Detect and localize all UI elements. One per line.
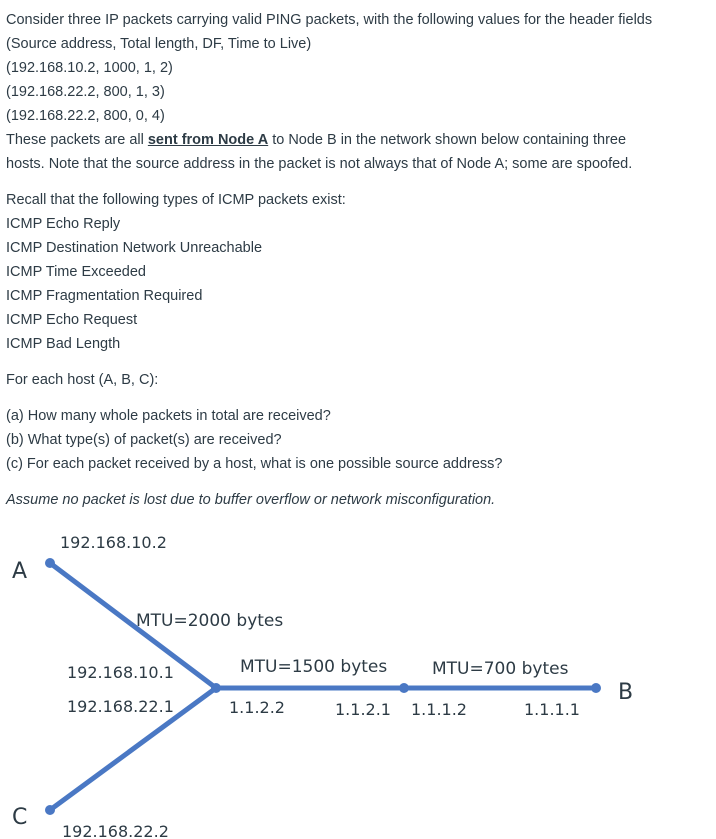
recall-text: Recall that the following types of ICMP packets exist: <box>6 192 346 208</box>
ip-node-a: 192.168.10.2 <box>60 533 167 552</box>
icmp-type: ICMP Bad Length <box>6 336 121 352</box>
icmp-type: ICMP Fragmentation Required <box>6 288 203 304</box>
sent-from-node-a: sent from Node A <box>147 132 269 148</box>
router1-dot <box>211 683 221 693</box>
node-b-dot <box>591 683 601 693</box>
mtu-link-a: MTU=2000 bytes <box>136 611 284 631</box>
node-b-label: B <box>618 680 634 705</box>
ip-node-c: 192.168.22.2 <box>62 822 169 839</box>
question-c: (c) For each packet received by a host, what is one possible source address? <box>6 456 503 472</box>
ip-node-b: 1.1.1.1 <box>524 700 580 719</box>
fields-text: (Source address, Total length, DF, Time to Live) <box>6 36 312 52</box>
sent-post: to Node B in the network shown below containing three <box>268 132 627 148</box>
intro-text: Consider three IP packets carrying valid PING packets, with the following values for the header fields <box>6 12 653 28</box>
node-c-dot <box>45 805 55 815</box>
router2-dot <box>399 683 409 693</box>
node-a-label: A <box>12 559 28 584</box>
sent-pre: These packets are all <box>6 132 148 148</box>
router1-out-ip: 1.1.2.2 <box>229 698 285 717</box>
icmp-type: ICMP Echo Reply <box>6 216 121 232</box>
links <box>50 563 596 810</box>
icmp-type: ICMP Destination Network Unreachable <box>6 240 263 256</box>
node-a-dot <box>45 558 55 568</box>
packet-2: (192.168.22.2, 800, 1, 3) <box>6 84 165 100</box>
hosts-note: hosts. Note that the source address in the packet is not always that of Node A; some are spoofed. <box>6 156 633 172</box>
packet-3: (192.168.22.2, 800, 0, 4) <box>6 108 165 124</box>
for-each-text: For each host (A, B, C): <box>6 372 159 388</box>
packet-1: (192.168.10.2, 1000, 1, 2) <box>6 60 173 76</box>
router1-if1-ip: 192.168.10.1 <box>67 663 174 682</box>
router2-in-ip: 1.1.2.1 <box>335 700 391 719</box>
question-a: (a) How many whole packets in total are received? <box>6 408 331 424</box>
mtu-link-b: MTU=700 bytes <box>432 659 569 679</box>
router1-if2-ip: 192.168.22.1 <box>67 697 174 716</box>
icmp-type: ICMP Time Exceeded <box>6 264 146 280</box>
node-c-label: C <box>12 805 28 830</box>
router2-out-ip: 1.1.1.2 <box>411 700 467 719</box>
assumption-text: Assume no packet is lost due to buffer overflow or network misconfiguration. <box>6 492 496 508</box>
mtu-link-mid: MTU=1500 bytes <box>240 657 388 677</box>
icmp-type: ICMP Echo Request <box>6 312 138 328</box>
question-b: (b) What type(s) of packet(s) are received? <box>6 432 282 448</box>
